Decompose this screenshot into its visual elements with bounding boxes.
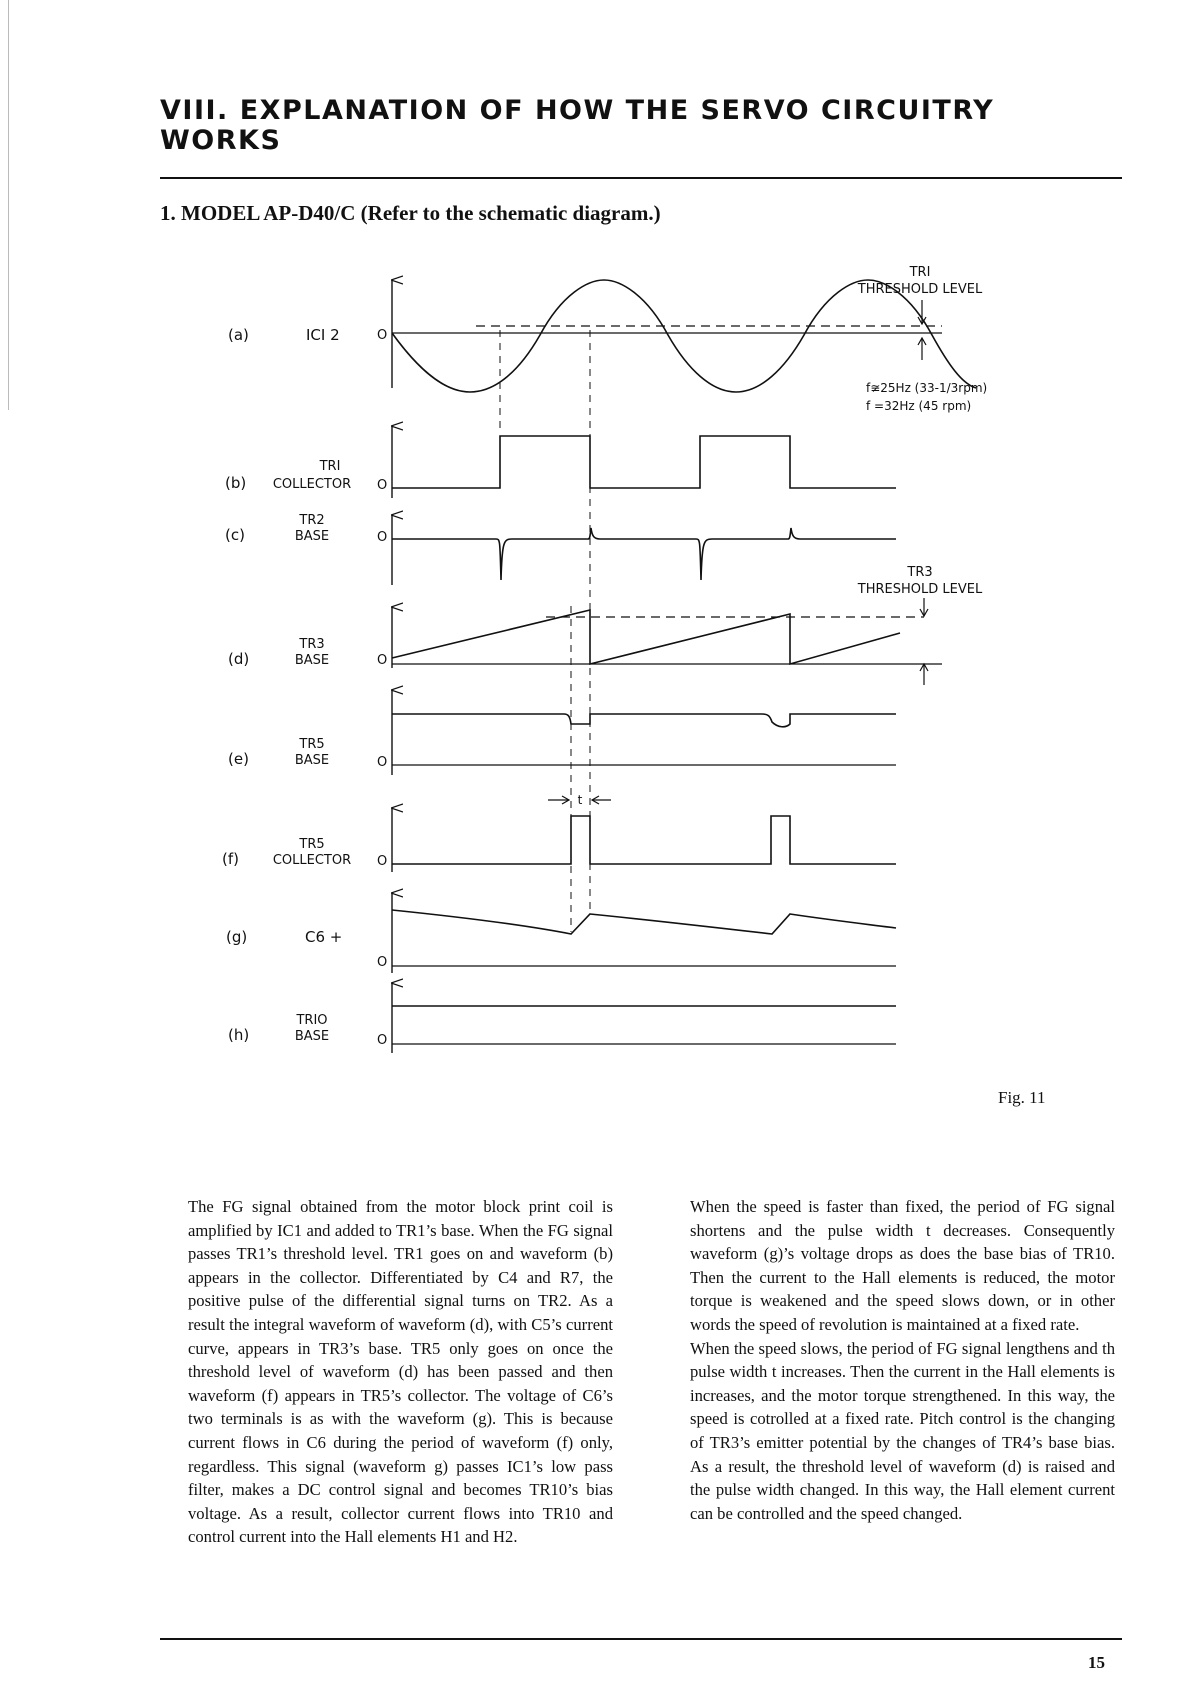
sawtooth-wave [392, 610, 900, 664]
section-heading: 1. MODEL AP-D40/C (Refer to the schematic diagram.) [160, 201, 661, 225]
row-label-f [222, 837, 351, 868]
row-name-b1: TRI [319, 459, 341, 474]
row-name-c1: TR2 [299, 513, 325, 528]
pulse-width-label: t [577, 793, 583, 807]
row-label-d [228, 637, 329, 668]
row-name-c2: BASE [294, 529, 330, 544]
zero-label-d: O [377, 653, 388, 668]
tr5-base-wave [392, 714, 896, 727]
row-label-b [225, 459, 351, 492]
spike-wave [392, 528, 896, 580]
zero-label-c: O [377, 530, 388, 545]
row-letter-a: (a) [228, 326, 249, 344]
page-number: 15 [1088, 1653, 1105, 1672]
tr5-collector-wave [392, 816, 896, 864]
tr1-threshold-label-2: THRESHOLD LEVEL [857, 282, 983, 297]
row-letter-e: (e) [228, 750, 249, 768]
waveform-b [392, 436, 896, 488]
row-name-d1: TR3 [299, 637, 325, 652]
row-letter-h: (h) [228, 1026, 250, 1044]
zero-label-g: O [377, 955, 388, 970]
row-name-h2: BASE [294, 1029, 330, 1044]
waveform-h [392, 1006, 896, 1044]
zero-label-a: O [377, 328, 388, 343]
waveform-f [392, 816, 896, 864]
row-label-g [226, 928, 342, 946]
row-name-h1: TRIO [296, 1013, 328, 1028]
pulse-width-indicator [548, 793, 611, 807]
left-paragraph: The FG signal obtained from the motor block print coil is amplified by IC1 and added to TR1’s base. When the FG signal passes TR1’s threshold level. TR1 goes on and waveform (b) appears in the collector. Differentiated by C4 and R7, the positive pulse of the differential signal turns on TR2. As a result the integral waveform of waveform (d), with C5’s current curve, appears in TR3’s base. TR5 only goes on once the threshold level of waveform (d) has been passed and then waveform (f) appears in TR5’s collector. The voltage of C6’s two terminals is as with the waveform (g). This is because current flows in C6 during the period of waveform (f) only, regardless. This signal (waveform g) passes IC1’s low pass filter, makes a DC control signal and becomes TR10’s bias voltage. As a result, collector current flows into TR10 and control current into the Hall elements H1 and H2. [188, 1197, 613, 1547]
row-label-h [228, 1013, 329, 1044]
tr3-threshold-annotation [857, 565, 983, 685]
zero-label-b: O [377, 478, 388, 493]
row-name-f1: TR5 [299, 837, 325, 852]
timing-guides [500, 330, 590, 932]
waveform-g [392, 910, 896, 966]
row-name-a: ICI 2 [306, 326, 340, 344]
tr3-threshold-label-1: TR3 [907, 565, 933, 580]
frequency-33rpm: f≆25Hz (33-1/3rpm) [866, 381, 988, 395]
row-label-a [228, 326, 340, 344]
waveform-c [392, 528, 896, 580]
row-name-b2: COLLECTOR [272, 477, 352, 492]
row-label-c [225, 513, 329, 544]
zero-labels [377, 328, 387, 1048]
waveform-e [392, 714, 896, 765]
zero-label-e: O [377, 755, 388, 770]
waveform-d [392, 610, 942, 664]
tr1-threshold-annotation [857, 265, 987, 413]
row-name-d2: BASE [294, 653, 330, 668]
right-paragraph-1: When the speed is faster than fixed, the period of FG signal shortens and the pulse width t decreases. Consequently waveform (g)’s voltage drops as does the base bias of TR10. Then the current to the Hall elements is reduced, the motor torque is weakened and the speed slows down, or in other words the speed of revolution is maintained at a fixed rate. [690, 1197, 1115, 1334]
row-label-e [228, 737, 329, 768]
right-column [690, 1195, 1115, 1525]
right-paragraph-2: When the speed slows, the period of FG signal lengthens and th pulse width t increases. Then the current in the Hall elements is increases, and the motor torque strengthened. In this way, the speed is cotrolled at a fixed rate. Pitch control is the changing of TR3’s emitter potential by the changes of TR4’s base bias. As a result, the threshold level of waveform (d) is raised and the pulse width changed. In this way, the Hall element current can be controlled and the speed changed. [690, 1338, 1115, 1523]
row-name-e1: TR5 [299, 737, 325, 752]
tr1-threshold-label-1: TRI [909, 265, 931, 280]
row-letter-c: (c) [225, 526, 245, 544]
zero-label-f: O [377, 854, 388, 869]
row-letter-g: (g) [226, 928, 248, 946]
row-letter-b: (b) [225, 474, 247, 492]
bottom-rule [160, 1638, 1122, 1640]
chapter-title: VIII. EXPLANATION OF HOW THE SERVO CIRCUITRY WORKS [160, 95, 995, 156]
row-name-f2: COLLECTOR [272, 853, 352, 868]
frequency-45rpm: f =32Hz (45 rpm) [866, 399, 972, 413]
row-letter-f: (f) [222, 850, 239, 868]
zero-label-h: O [377, 1033, 388, 1048]
left-column [188, 1195, 613, 1549]
figure-caption: Fig. 11 [998, 1088, 1046, 1107]
c6-voltage-wave [392, 910, 896, 934]
square-wave [392, 436, 896, 488]
row-letter-d: (d) [228, 650, 250, 668]
tr3-threshold-label-2: THRESHOLD LEVEL [857, 582, 983, 597]
row-name-e2: BASE [294, 753, 330, 768]
row-name-g: C6 + [305, 928, 343, 946]
